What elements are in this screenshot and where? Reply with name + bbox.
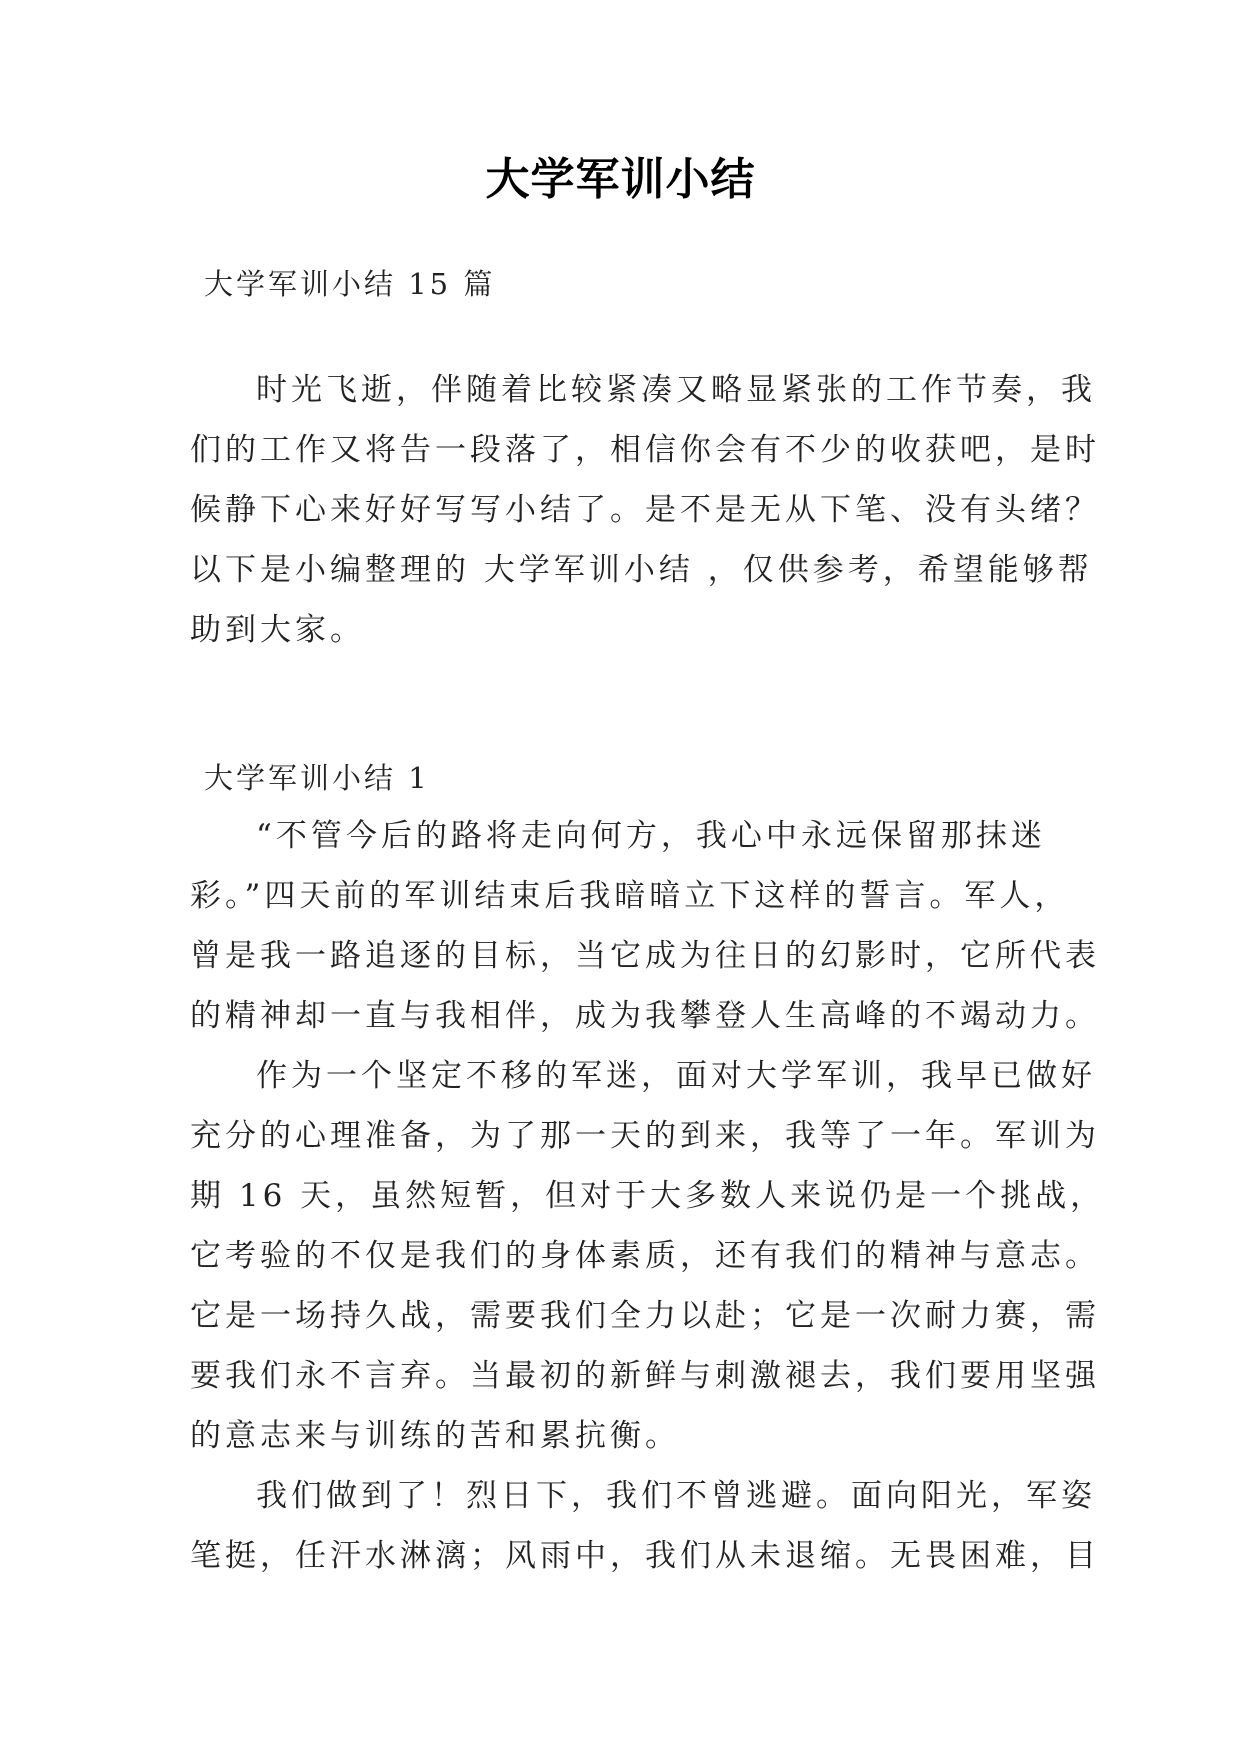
intro-line: 以下是小编整理的 大学军训小结 ，仅供参考，希望能够帮 bbox=[190, 552, 1093, 588]
section-line: 曾是我一路追逐的目标，当它成为往日的幻影时，它所代表 bbox=[190, 938, 1100, 974]
section-line: 彩。”四天前的军训结束后我暗暗立下这样的誓言。军人， bbox=[190, 878, 1070, 914]
intro-line: 候静下心来好好写写小结了。是不是无从下笔、没有头绪？ bbox=[190, 492, 1100, 528]
section-line: 我们做到了！烈日下，我们不曾逃避。面向阳光，军姿 bbox=[256, 1478, 1096, 1514]
section-line: 的意志来与训练的苦和累抗衡。 bbox=[190, 1418, 680, 1454]
intro-line: 助到大家。 bbox=[190, 612, 365, 648]
document-title: 大学军训小结 bbox=[485, 154, 756, 205]
intro-line: 们的工作又将告一段落了，相信你会有不少的收获吧，是时 bbox=[190, 432, 1100, 468]
section-line: 的精神却一直与我相伴，成为我攀登人生高峰的不竭动力。 bbox=[190, 998, 1100, 1034]
section-line: 充分的心理准备，为了那一天的到来，我等了一年。军训为 bbox=[190, 1118, 1100, 1154]
section-line: 作为一个坚定不移的军迷，面对大学军训，我早已做好 bbox=[256, 1058, 1096, 1094]
document-subtitle: 大学军训小结 15 篇 bbox=[204, 267, 496, 301]
section-line: 要我们永不言弃。当最初的新鲜与刺激褪去，我们要用坚强 bbox=[190, 1358, 1100, 1394]
section-line: 它考验的不仅是我们的身体素质，还有我们的精神与意志。 bbox=[190, 1238, 1100, 1274]
section-line: “不管今后的路将走向何方，我心中永远保留那抹迷 bbox=[256, 818, 1046, 854]
section-heading: 大学军训小结 1 bbox=[204, 761, 430, 795]
intro-paragraph bbox=[190, 360, 1100, 660]
section-body bbox=[190, 806, 1106, 1586]
intro-line: 时光飞逝，伴随着比较紧凑又略显紧张的工作节奏，我 bbox=[256, 372, 1096, 408]
section-line: 笔挺，任汗水淋漓；风雨中，我们从未退缩。无畏困难，目 bbox=[190, 1538, 1100, 1574]
section-line: 它是一场持久战，需要我们全力以赴；它是一次耐力赛，需 bbox=[190, 1298, 1100, 1334]
section-line: 期 16 天，虽然短暂，但对于大多数人来说仍是一个挑战， bbox=[190, 1178, 1106, 1214]
